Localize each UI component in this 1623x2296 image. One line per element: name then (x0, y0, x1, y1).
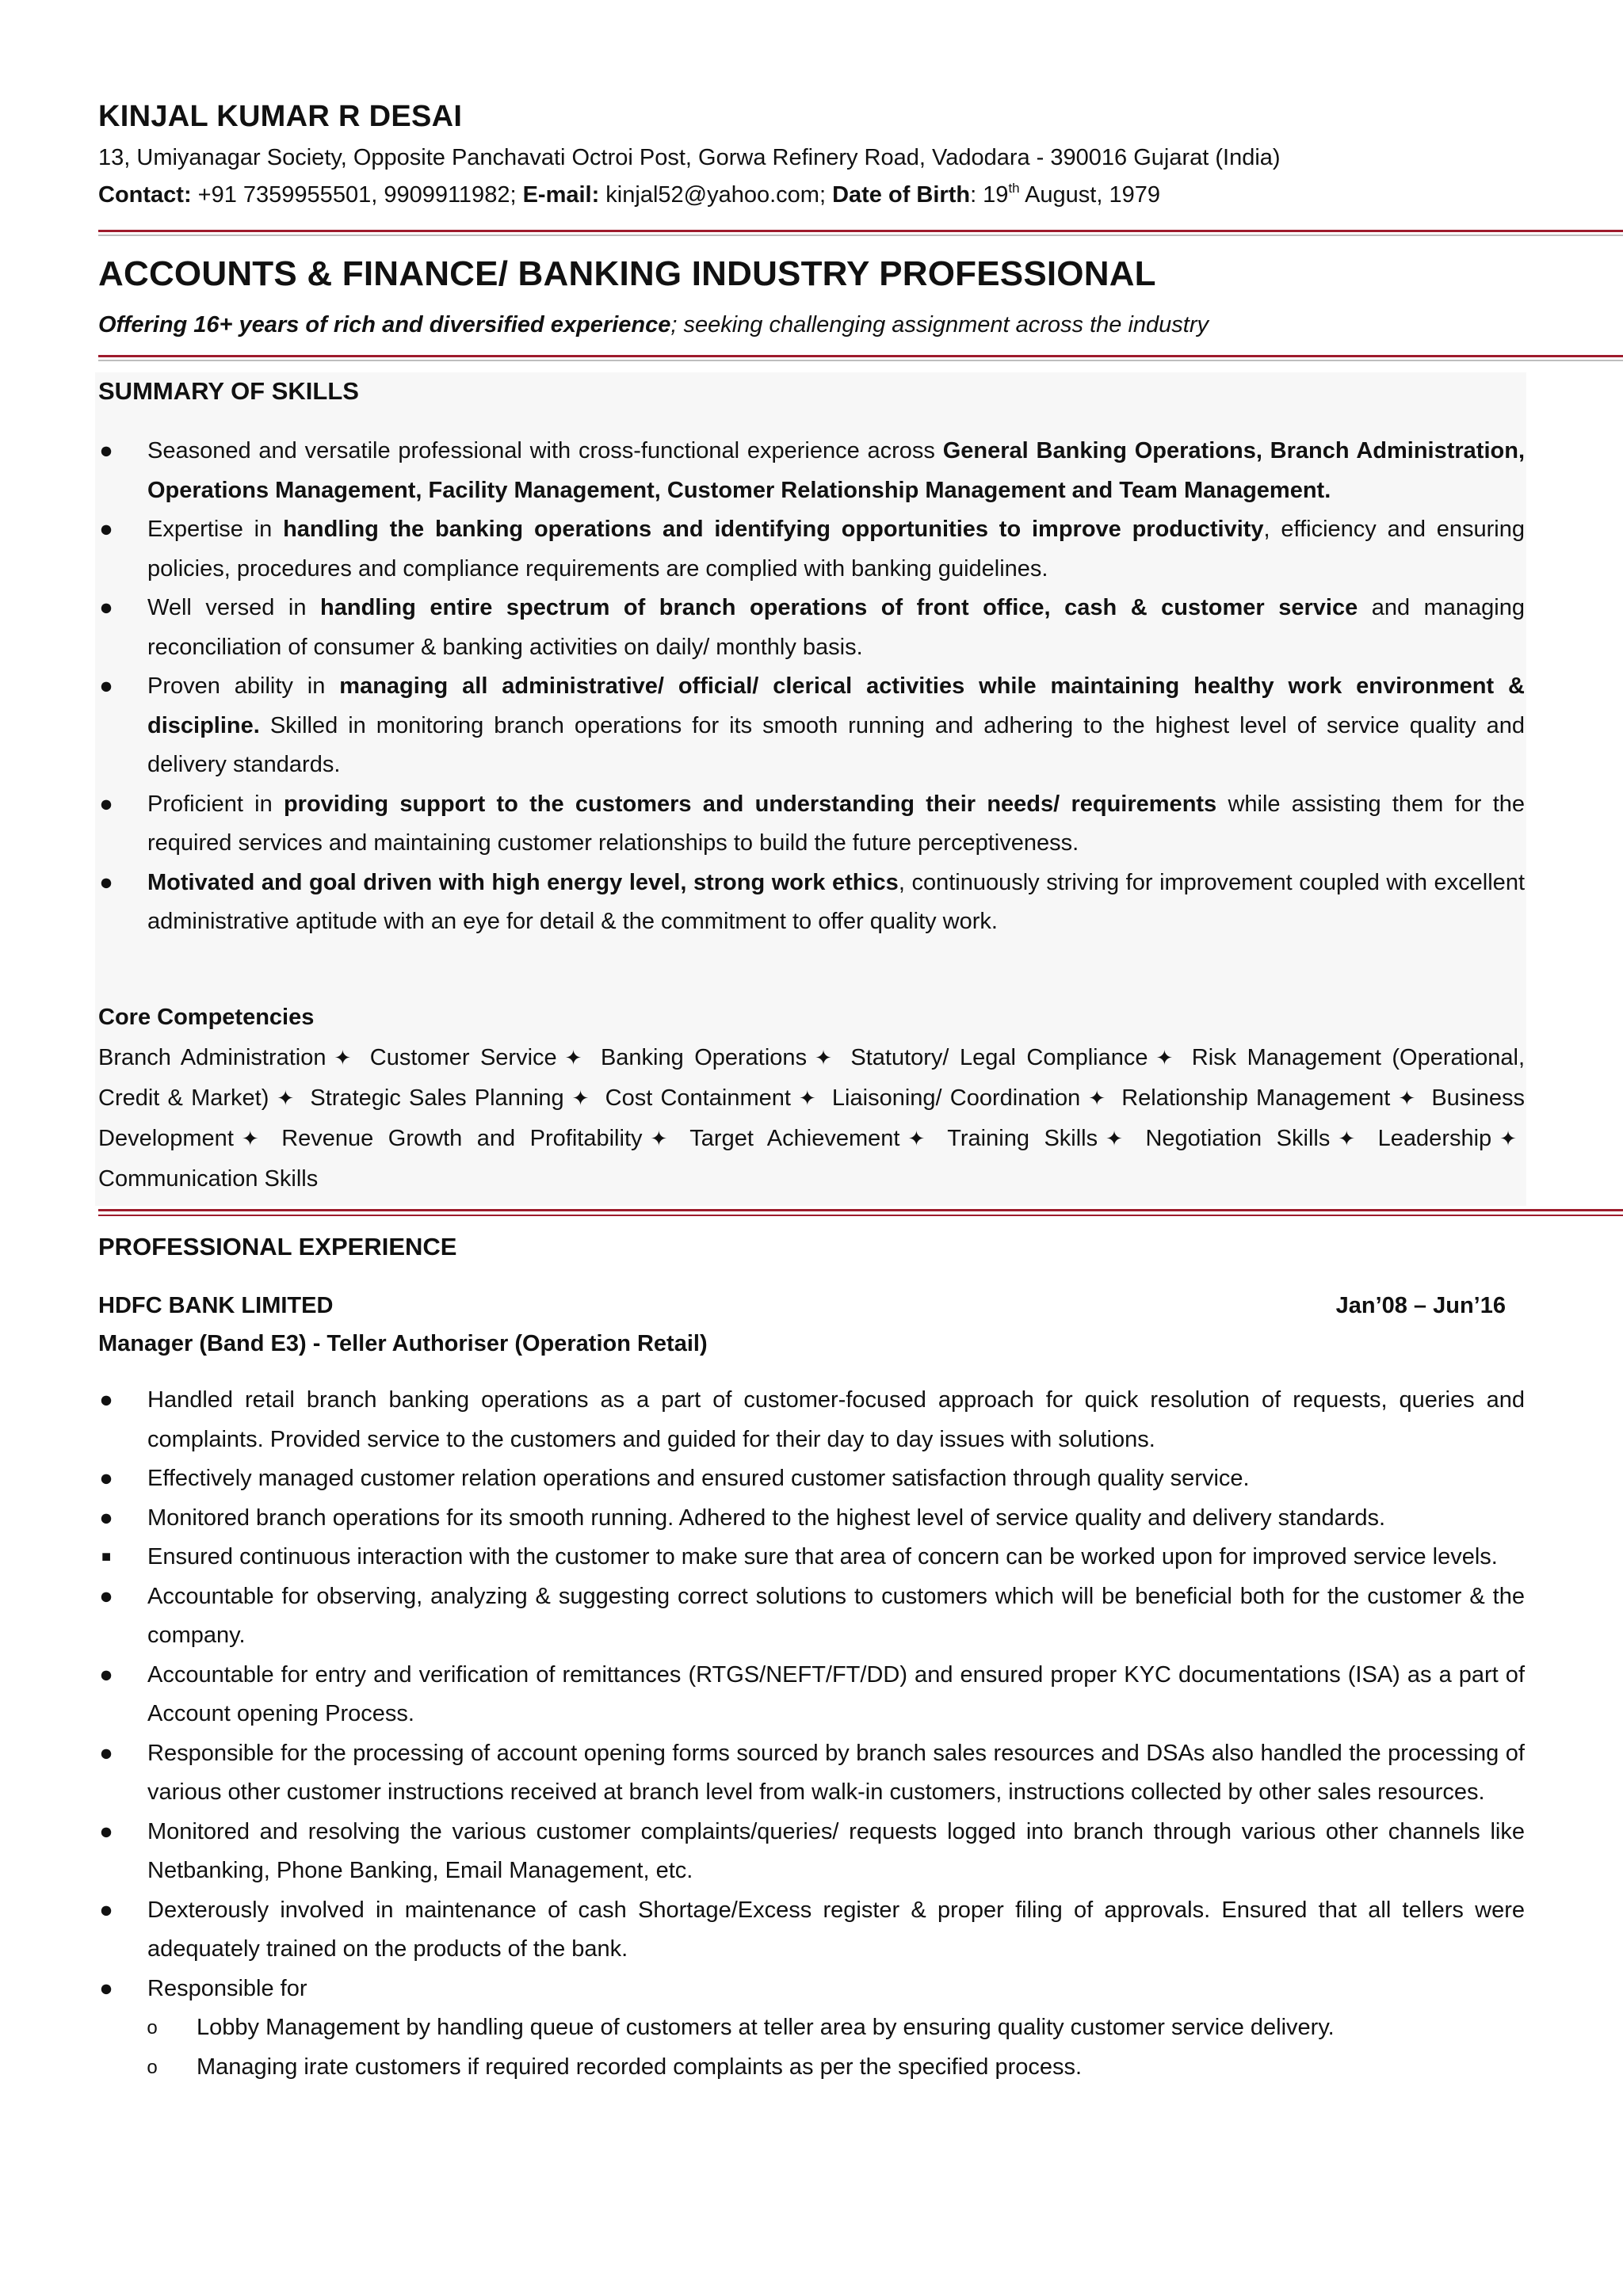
bullet-dot: ● (99, 869, 113, 895)
resume-content (98, 93, 1526, 2080)
bullet-dot: ● (99, 673, 113, 699)
star-separator-icon: ✦ (334, 1046, 352, 1070)
star-separator-icon: ✦ (1088, 1086, 1106, 1110)
address-line: 13, Umiyanagar Society, Opposite Panchavati Octroi Post, Gorwa Refinery Road, Vadodara - 390016 Gujarat (India) (98, 145, 1281, 170)
experience-bullet: ● Accountable for entry and verification of remittances (RTGS/NEFT/FT/DD) and ensured proper KYC documentations (ISA) as a part of Account opening Process. (98, 1656, 1525, 1734)
dob-label: Date of Birth (832, 182, 971, 208)
experience-bullet: ● Accountable for observing, analyzing & suggesting correct solutions to customers which will be beneficial both for the customer & the company. (98, 1577, 1525, 1656)
bullet-circle: o (147, 2017, 158, 2039)
skills-section-title: SUMMARY OF SKILLS (98, 377, 359, 405)
star-separator-icon: ✦ (650, 1127, 668, 1150)
headline-divider (98, 355, 1623, 361)
competency-item: Liaisoning/ Coordination (831, 1085, 1081, 1111)
competency-item: Negotiation Skills (1145, 1126, 1331, 1151)
experience-bullet: ● Responsible for the processing of account opening forms sourced by branch sales resources and DSAs also handled the processing of various other customer instructions received at branch level from walk-in customers, instructions collected by other sales resources. (98, 1734, 1525, 1813)
competency-item: Training Skills (947, 1126, 1098, 1151)
experience-divider (98, 1209, 1623, 1216)
competency-item: Business Development (98, 1085, 1525, 1151)
star-separator-icon: ✦ (815, 1046, 832, 1070)
bullet-dot: ● (99, 1466, 113, 1491)
star-separator-icon: ✦ (571, 1086, 590, 1110)
competency-item: Communication Skills (98, 1166, 319, 1192)
tagline-rest: ; seeking challenging assignment across the industry (670, 312, 1209, 338)
bullet-dot: ● (99, 1740, 113, 1766)
star-separator-icon: ✦ (277, 1086, 295, 1110)
star-separator-icon: ✦ (798, 1086, 816, 1110)
email-label: E-mail: (522, 182, 600, 208)
experience-sub-bullet: o Lobby Management by handling queue of customers at teller area by ensuring quality customer service delivery. (98, 2008, 1525, 2048)
skill-bullet: ● Well versed in handling entire spectrum of branch operations of front office, cash & customer service and managing reconciliation of consumer & banking activities on daily/ monthly basis. (98, 589, 1525, 667)
bullet-dot: ● (99, 517, 113, 542)
bullet-dot: ● (99, 595, 113, 620)
job-title: Manager (Band E3) - Teller Authoriser (Operation Retail) (98, 1331, 708, 1356)
competency-item: Relationship Management (1121, 1085, 1391, 1111)
competency-item: Cost Containment (605, 1085, 791, 1111)
competency-item: Banking Operations (600, 1045, 808, 1070)
experience-bullet: ■ Ensured continuous interaction with the customer to make sure that area of concern can be worked upon for improved service levels. (98, 1538, 1525, 1577)
star-separator-icon: ✦ (1499, 1127, 1517, 1150)
core-competencies-list (98, 1038, 1525, 1199)
employment-dates: Jan’08 – Jun’16 (1335, 1293, 1506, 1318)
skills-list (98, 432, 1525, 942)
bullet-dot: ● (99, 1583, 113, 1609)
experience-bullet: ● Monitored and resolving the various customer complaints/queries/ requests logged into branch through various other channels like Netbanking, Phone Banking, Email Management, etc. (98, 1813, 1525, 1891)
competency-item: Leadership (1377, 1126, 1492, 1151)
competency-item: Revenue Growth and Profitability (281, 1126, 643, 1151)
email-address[interactable]: kinjal52@yahoo.com; (599, 182, 833, 208)
bullet-dot: ● (99, 791, 113, 817)
dob-prefix: : 19 (970, 182, 1009, 208)
bullet-dot: ● (99, 1661, 113, 1688)
bullet-dot: ● (99, 1387, 113, 1413)
bullet-dot: ● (99, 438, 113, 463)
headline-tagline (98, 309, 1209, 341)
tagline-bold: Offering 16+ years of rich and diversified experience (98, 312, 671, 338)
star-separator-icon: ✦ (241, 1127, 259, 1150)
contact-label: Contact: (98, 182, 192, 208)
core-competencies-title: Core Competencies (98, 1005, 315, 1030)
dob-ordinal: th (1008, 181, 1020, 196)
competency-item: Statutory/ Legal Compliance (850, 1045, 1148, 1070)
competency-item: Branch Administration (98, 1045, 327, 1070)
candidate-name: KINJAL KUMAR R DESAI (98, 100, 463, 133)
bullet-dot: ● (99, 1897, 113, 1923)
contact-line (98, 177, 1525, 214)
bullet-dot: ● (99, 1818, 113, 1844)
header-divider (98, 230, 1623, 236)
bullet-dot: ● (99, 1505, 113, 1531)
experience-sub-bullet: o Managing irate customers if required recorded complaints as per the specified process. (98, 2048, 1525, 2088)
star-separator-icon: ✦ (1106, 1127, 1123, 1150)
star-separator-icon: ✦ (564, 1046, 582, 1070)
star-separator-icon: ✦ (1398, 1086, 1416, 1110)
contact-phones: +91 7359955501, 9909911982; (191, 182, 523, 208)
experience-bullet: ● Dexterously involved in maintenance of cash Shortage/Excess register & proper filing of approvals. Ensured that all tellers were adequately trained on the products of the bank. (98, 1891, 1525, 1970)
experience-bullet: ● Responsible for (98, 1970, 1525, 2009)
skill-bullet: ● Proven ability in managing all administrative/ official/ clerical activities while maintaining healthy work environment & discipline. Skilled in monitoring branch operations for its smooth running and adhering to the highest level of service quality and delivery standards. (98, 667, 1525, 785)
skill-bullet: ● Motivated and goal driven with high energy level, strong work ethics, continuously striving for improvement coupled with excellent administrative aptitude with an eye for detail & the commitment to offer quality work. (98, 864, 1525, 942)
experience-bullet: ● Effectively managed customer relation operations and ensured customer satisfaction through quality service. (98, 1459, 1525, 1499)
competency-item: Customer Service (369, 1045, 557, 1070)
skill-bullet: ● Expertise in handling the banking operations and identifying opportunities to improve productivity, efficiency and ensuring policies, procedures and compliance requirements are complied with banking guidelines. (98, 510, 1525, 589)
experience-bullet: ● Handled retail branch banking operations as a part of customer-focused approach for quick resolution of requests, queries and complaints. Provided service to the customers and guided for their day to day issues with solutions. (98, 1381, 1525, 1459)
star-separator-icon: ✦ (1155, 1046, 1174, 1070)
competency-item: Risk Management (Operational, Credit & Market) (98, 1045, 1526, 1111)
competency-item: Strategic Sales Planning (310, 1085, 564, 1111)
bullet-circle: o (147, 2056, 158, 2078)
bullet-dot: ● (99, 1975, 113, 2001)
dob-suffix: August, 1979 (1019, 182, 1160, 208)
experience-section-title: PROFESSIONAL EXPERIENCE (98, 1233, 457, 1261)
company-name: HDFC BANK LIMITED (98, 1293, 334, 1318)
experience-list (98, 1381, 1525, 2087)
star-separator-icon: ✦ (1338, 1127, 1356, 1150)
skill-bullet: ● Proficient in providing support to the customers and understanding their needs/ requirements while assisting them for the required services and maintaining customer relationships to build the future perceptiveness. (98, 785, 1525, 864)
experience-bullet: ● Monitored branch operations for its smooth running. Adhered to the highest level of service quality and delivery standards. (98, 1499, 1525, 1539)
bullet-square: ■ (101, 1548, 112, 1566)
competency-item: Target Achievement (689, 1126, 900, 1151)
star-separator-icon: ✦ (907, 1127, 926, 1150)
skill-bullet: ● Seasoned and versatile professional with cross-functional experience across General Banking Operations, Branch Administration, Operations Management, Facility Management, Customer Relationship Management and Team Management. (98, 432, 1525, 510)
professional-headline: ACCOUNTS & FINANCE/ BANKING INDUSTRY PROFESSIONAL (98, 254, 1156, 293)
